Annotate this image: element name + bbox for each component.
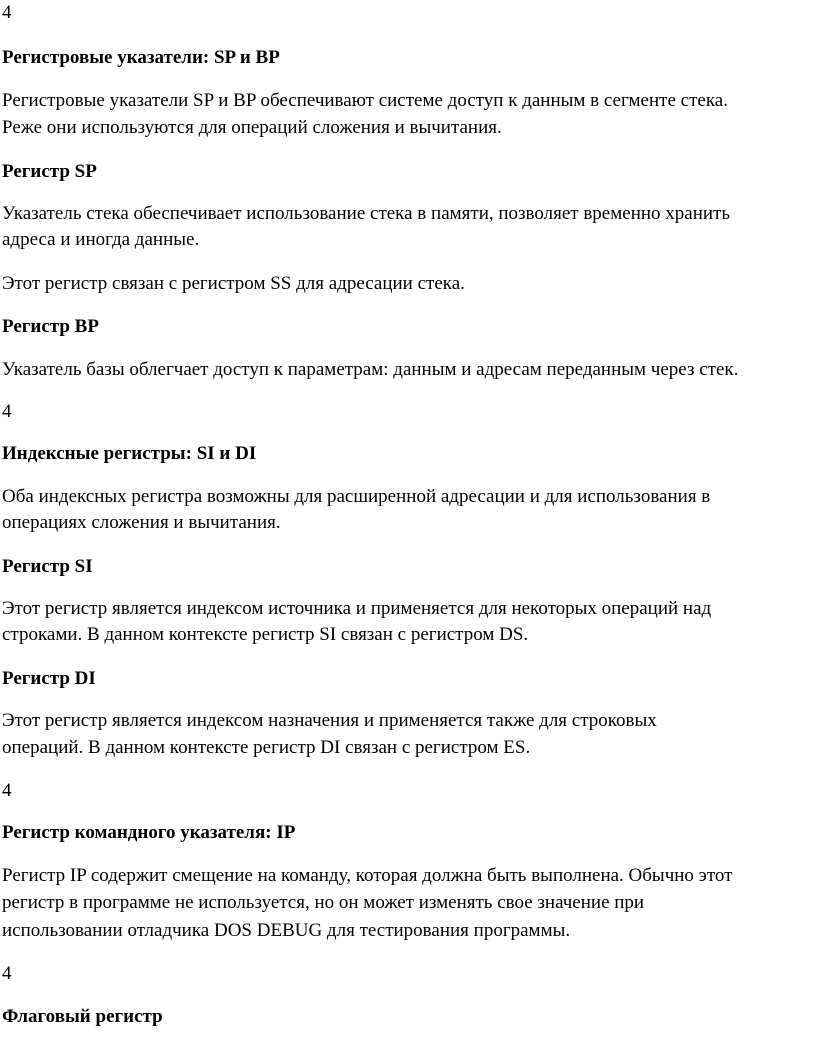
paragraph-line: регистр в программе не используется, но он может изменять свое значение при <box>2 892 645 913</box>
heading-pointer-registers: Регистровые указатели: SP и BP <box>2 47 280 68</box>
paragraph-line: Оба индексных регистра возможны для расширенной адресации и для использования в <box>2 486 711 507</box>
paragraph-line: Регистровые указатели SP и BP обеспечивают системе доступ к данным в сегменте стека. <box>2 90 728 111</box>
paragraph-line: Этот регистр является индексом назначения и применяется также для строковых <box>2 710 657 731</box>
paragraph-line: Указатель базы облегчает доступ к параметрам: данным и адресам переданным через стек. <box>2 359 739 380</box>
section-marker: 4 <box>2 2 12 23</box>
heading-di-register: Регистр DI <box>2 668 96 689</box>
paragraph-line: строками. В данном контексте регистр SI связан с регистром DS. <box>2 624 529 645</box>
paragraph-line: операциях сложения и вычитания. <box>2 512 281 533</box>
heading-index-registers: Индексные регистры: SI и DI <box>2 443 257 464</box>
section-marker: 4 <box>2 780 12 801</box>
paragraph-line: использовании отладчика DOS DEBUG для тестирования программы. <box>2 920 571 941</box>
paragraph-line: Реже они используются для операций сложения и вычитания. <box>2 117 502 138</box>
heading-sp-register: Регистр SP <box>2 161 97 182</box>
heading-ip-register: Регистр командного указателя: IP <box>2 822 296 843</box>
heading-si-register: Регистр SI <box>2 556 93 577</box>
paragraph-line: адреса и иногда данные. <box>2 229 200 250</box>
paragraph-line: Этот регистр является индексом источника и применяется для некоторых операций над <box>2 598 712 619</box>
section-marker: 4 <box>2 963 12 984</box>
paragraph-line: Регистр IP содержит смещение на команду, которая должна быть выполнена. Обычно этот <box>2 865 733 886</box>
paragraph-line: Указатель стека обеспечивает использование стека в памяти, позволяет временно хранить <box>2 203 731 224</box>
heading-bp-register: Регистр BP <box>2 316 99 337</box>
section-marker: 4 <box>2 401 12 422</box>
heading-flags-register: Флаговый регистр <box>2 1006 163 1027</box>
paragraph-line: Этот регистр связан с регистром SS для адресации стека. <box>2 273 465 294</box>
paragraph-line: операций. В данном контексте регистр DI связан с регистром ES. <box>2 737 531 758</box>
